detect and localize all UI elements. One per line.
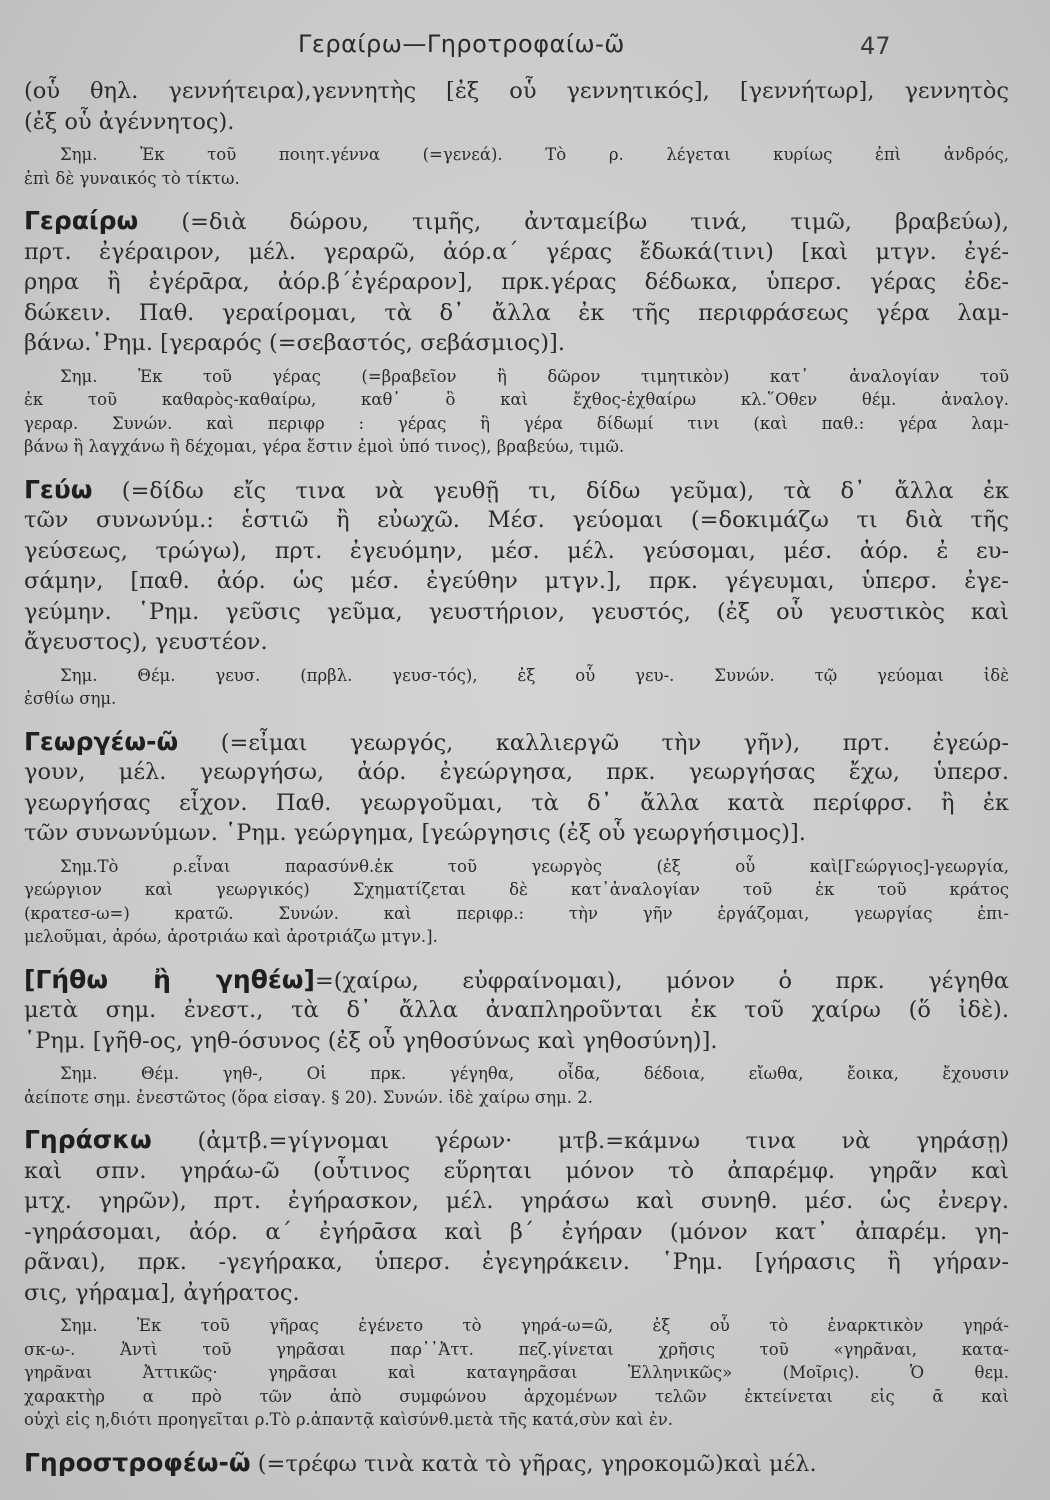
entry-headword: Γεωργέω-ῶ — [24, 726, 179, 756]
entry-line: σις, γήραμα], ἀγήρατος. — [24, 1279, 300, 1306]
entry-first-line — [24, 1448, 1009, 1479]
dictionary-entry — [24, 196, 1009, 359]
entry-definition-start: =(χαίρω, εὐφραίνομαι), μόνον ὁ πρκ. γέγηθα — [314, 967, 1009, 994]
entry-headword: [Γήθω ἢ γηθέω] — [24, 964, 315, 994]
note-line: γεώργιον καὶ γεωργικός) Σχηματίζεται δὲ κατ᾽ἀναλογίαν τοῦ ἐκ τοῦ κράτος — [24, 880, 1009, 899]
note-line: (κρατεσ-ω=) κρατῶ. Συνών. καὶ περιφρ.: τὴν γῆν ἐργάζομαι, γεωργίας ἐπι- — [24, 903, 1009, 923]
dictionary-entry — [24, 1438, 1009, 1479]
entry-definition-start: (=διὰ δώρου, τιμῆς, ἀνταμείβω τινά, τιμῶ, βραβεύω), — [138, 209, 1009, 235]
entry-line: γεωργήσας εἶχον. Παθ. γεωργοῦμαι, τὰ δ᾽ ἄλλα κατὰ περίφρσ. ἢ ἐκ — [24, 789, 1009, 816]
entry-line: ρᾶναι), πρκ. -γεγήρακα, ὑπερσ. ἐγεγηράκειν. ῾Ρημ. [γήρασις ἢ γήραν- — [24, 1249, 1009, 1275]
entry-line: καὶ σπν. γηράω-ῶ (οὗτινος εὕρηται μόνον τὸ ἀπαρέμφ. γηρᾶν καὶ — [24, 1157, 1009, 1184]
note-block — [24, 1056, 1009, 1115]
entry-line: (οὗ θηλ. γεννήτειρα),γεννητὴς [ἐξ οὗ γεννητικός], [γεννήτωρ], γεννητὸς — [24, 78, 1009, 104]
note-line: Σημ. Ἐκ τοῦ ποιητ.γέννα (=γενεά). Τὸ ρ. λέγεται κυρίως ἐπὶ ἀνδρός, — [60, 145, 1009, 164]
note-line: μελοῦμαι, ἀρόω, ἀροτριάω καὶ ἀροτριάζω μτγν.]. — [24, 927, 438, 946]
note-line: γηρᾶναι Ἀττικῶς· γηρᾶσαι καὶ καταγηρᾶσαι Ἑλληνικῶς» (Μοῖρις). Ὁ θεμ. — [24, 1363, 1009, 1382]
continued-entry — [24, 76, 1009, 137]
entry-line: μετὰ σημ. ἐνεστ., τὰ δ᾽ ἄλλα ἀναπληροῦνται ἐκ τοῦ χαίρω (ὅ ἰδὲ). — [24, 997, 1009, 1023]
note-line: Σημ. Θέμ. γηθ-, Οἱ πρκ. γέγηθα, οἶδα, δέδοια, εἴωθα, ἔοικα, ἔχουσιν — [60, 1064, 1009, 1083]
note-block — [24, 359, 1009, 465]
entry-line: γεύμην. ῾Ρημ. γεῦσις γεῦμα, γευστήριον, γευστός, (ἐξ οὗ γευστικὸς καὶ — [24, 598, 1009, 625]
entry-line: (ἐξ οὗ ἀγέννητος). — [24, 108, 235, 135]
note-line: ἐπὶ δὲ γυναικός τὸ τίκτω. — [24, 168, 240, 188]
entry-line: ἄγευστος), γευστέον. — [24, 629, 268, 655]
entry-definition-start: (=δίδω εἴς τινα νὰ γευθῇ τι, δίδω γεῦμα), τὰ δ᾽ ἄλλα ἐκ — [92, 477, 1009, 504]
note-line: ἐσθίω σημ. — [24, 689, 117, 708]
dictionary-entry — [24, 717, 1009, 849]
entry-headword: Γεραίρω — [24, 206, 139, 235]
entry-definition-start: (ἀμτβ.=γίγνομαι γέρων· μτβ.=κάμνω τινα νὰ γηράσῃ) — [151, 1128, 1009, 1154]
note-line: Σημ. Ἐκ τοῦ γέρας (=βραβεῖον ἢ δῶρον τιμητικὸν) κατ᾽ ἀναλογίαν τοῦ — [60, 366, 1009, 386]
note-line: οὐχὶ εἰς η,διότι προηγεῖται ρ.Τὸ ρ.ἀπαντᾷ καὶσύνθ.μετὰ τῆς κατά,σὺν καὶ ἐν. — [24, 1410, 674, 1429]
entry-line: σάμην, [παθ. ἀόρ. ὡς μέσ. ἐγεύθην μτγν.], πρκ. γέγευμαι, ὑπερσ. ἐγε- — [24, 568, 1009, 594]
entry-first-line — [24, 965, 1009, 996]
entry-headword: Γεύω — [24, 474, 93, 504]
note-block — [24, 137, 1009, 196]
entry-line: ῾Ρημ. [γῆθ-ος, γηθ-όσυνος (ἐξ οὗ γηθοσύνως καὶ γηθοσύνη)]. — [24, 1027, 718, 1054]
note-line: Σημ. Θέμ. γευσ. (πρβλ. γευσ-τός), ἐξ οὗ γευ-. Συνών. τῷ γεύομαι ἰδὲ — [60, 665, 1009, 685]
entry-first-line — [24, 206, 1009, 237]
note-block — [24, 1308, 1009, 1438]
note-line: ἐκ τοῦ καθαρὸς-καθαίρω, καθ᾽ ὃ καὶ ἔχθος-ἐχθαίρω κλ.῞Οθεν θέμ. ἀναλογ. — [24, 390, 1009, 409]
entry-first-line — [24, 1125, 1009, 1156]
dictionary-entry — [24, 465, 1009, 658]
entry-line: βάνω.῾Ρημ. [γεραρός (=σεβαστός, σεβάσμιος)]. — [24, 330, 565, 356]
note-line: σκ-ω-. Ἀντὶ τοῦ γηρᾶσαι παρ᾽᾽Ἀττ. πεζ.γίνεται χρῆσις τοῦ «γηρᾶναι, κατα- — [24, 1339, 1009, 1359]
dictionary-text — [24, 76, 1009, 1478]
entry-line: τῶν συνωνύμων. ῾Ρημ. γεώργημα, [γεώργησις (ἐξ οὗ γεωργήσιμος)]. — [24, 820, 806, 846]
entry-line: γεύσεως, τρώγω), πρτ. ἐγευόμην, μέσ. μέλ. γεύσομαι, μέσ. ἀόρ. ἐ ευ- — [24, 537, 1009, 564]
entry-line: τῶν συνωνύμ.: ἑστιῶ ἢ εὐωχῶ. Μέσ. γεύομαι (=δοκιμάζω τι διὰ τῆς — [24, 507, 1009, 533]
note-line: Σημ.Τὸ ρ.εἶναι παρασύνθ.ἐκ τοῦ γεωργὸς (ἐξ οὗ καὶ[Γεώργιος]-γεωργία, — [60, 856, 1009, 876]
entry-first-line — [24, 475, 1009, 506]
entry-first-line — [24, 727, 1009, 758]
page-number: 47 — [860, 32, 891, 60]
note-line: γεραρ. Συνών. καὶ περιφρ : γέρας ἢ γέρα δίδωμί τινι (καὶ παθ.: γέρα λαμ- — [24, 413, 1009, 433]
entry-line: δώκειν. Παθ. γεραίρομαι, τὰ δ᾽ ἄλλα ἐκ τῆς περιφράσεως γέρα λαμ- — [24, 299, 1009, 326]
note-block — [24, 658, 1009, 717]
note-line: βάνω ἢ λαγχάνω ἢ δέχομαι, γέρα ἔστιν ἐμοὶ ὑπό τινος), βραβεύω, τιμῶ. — [24, 437, 625, 456]
entry-definition-start: (=τρέφω τινὰ κατὰ τὸ γῆρας, γηροκομῶ)καὶ μέλ. — [250, 1450, 817, 1477]
entry-headword: Γηροστροφέω-ῶ — [24, 1447, 251, 1477]
entry-headword: Γηράσκω — [24, 1125, 152, 1154]
entry-line: ρηρα ἢ ἐγέρᾱρα, ἀόρ.β΄ἐγέραρον], πρκ.γέρας δέδωκα, ὑπερσ. γέρας ἐδε- — [24, 269, 1009, 295]
dictionary-entry — [24, 1115, 1009, 1308]
entry-line: μτχ. γηρῶν), πρτ. ἐγήρασκον, μέλ. γηράσω καὶ συνηθ. μέσ. ὡς ἐνεργ. — [24, 1188, 1009, 1214]
running-title: Γεραίρω—Γηροτροφαίω-ῶ — [298, 30, 625, 58]
entry-definition-start: (=εἶμαι γεωργός, καλλιεργῶ τὴν γῆν), πρτ. ἐγεώρ- — [178, 729, 1009, 756]
entry-line: γουν, μέλ. γεωργήσω, ἀόρ. ἐγεώργησα, πρκ. γεωργήσας ἔχω, ὑπερσ. — [24, 759, 1009, 785]
note-line: χαρακτὴρ α πρὸ τῶν ἀπὸ συμφώνου ἀρχομένων τελῶν ἐκτείνεται εἰς ᾱ καὶ — [24, 1386, 1009, 1406]
entry-line: -γηράσομαι, ἀόρ. α΄ ἐγήρᾱσα καὶ β΄ ἐγήραν (μόνον κατ᾽ ἀπαρέμ. γη- — [24, 1218, 1009, 1245]
dictionary-entry — [24, 955, 1009, 1057]
page-header — [0, 28, 1050, 68]
note-line: ἀείποτε σημ. ἐνεστῶτος (ὅρα εἰσαγ. § 20). Συνών. ἰδὲ χαίρω σημ. 2. — [24, 1087, 594, 1107]
entry-line: πρτ. ἐγέραιρον, μέλ. γεραρῶ, ἀόρ.α΄ γέρας ἔδωκά(τινι) [καὶ μτγν. ἐγέ- — [24, 238, 1009, 265]
note-block — [24, 849, 1009, 955]
note-line: Σημ. Ἐκ τοῦ γῆρας ἐγένετο τὸ γηρά-ω=ῶ, ἐξ οὗ τὸ ἐναρκτικὸν γηρά- — [60, 1316, 1009, 1335]
